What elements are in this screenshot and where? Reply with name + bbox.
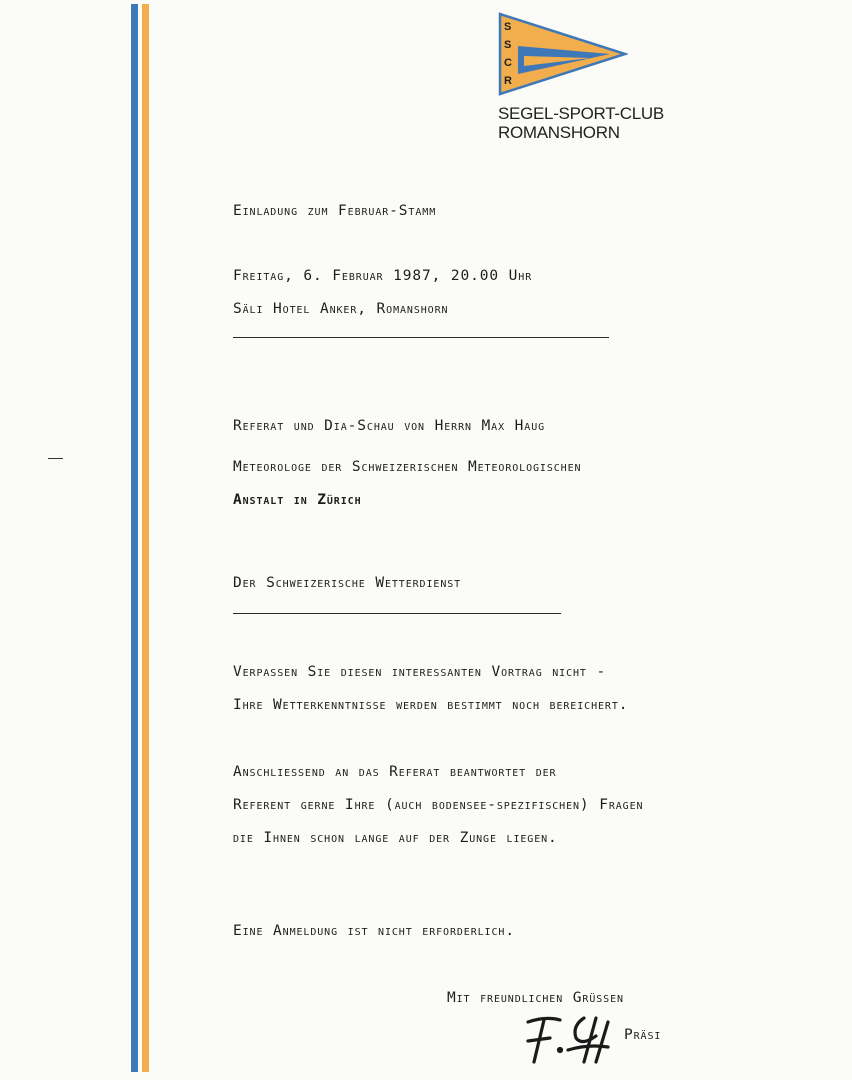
club-pennant-logo: [498, 12, 628, 96]
logo-letter: R: [504, 75, 512, 87]
lecture-topic: Der Schweizerische Wetterdienst: [233, 575, 462, 591]
fold-mark: [48, 458, 63, 459]
lecture-line1: Referat und Dia-Schau von Herrn Max Haug: [233, 418, 546, 434]
club-name-line2: ROMANSHORN: [498, 123, 620, 142]
blue-border-stripe: [131, 4, 138, 1072]
body-text: Ihre Wetterkenntnisse werden bestimmt noch bereichert.: [233, 697, 629, 713]
lecture-line2: Meteorologe der Schweizerischen Meteorologischen: [233, 459, 582, 475]
handwritten-signature: [516, 1014, 616, 1066]
divider-rule: [233, 613, 561, 614]
logo-letter: S: [504, 21, 512, 33]
divider-rule: [233, 337, 609, 338]
body-text: Anschliessend an das Referat beantwortet der: [233, 764, 557, 780]
event-datetime: Freitag, 6. Februar 1987, 20.00 Uhr: [233, 268, 533, 284]
invitation-title: Einladung zum Februar-Stamm: [233, 203, 437, 219]
lecture-line3: Anstalt in Zürich: [233, 492, 362, 508]
body-text: Referent gerne Ihre (auch bodensee-spezifischen) Fragen: [233, 797, 644, 813]
body-text: die Ihnen schon lange auf der Zunge liegen.: [233, 830, 558, 846]
event-location: Säli Hotel Anker, Romanshorn: [233, 301, 449, 317]
logo-letter: C: [504, 57, 512, 69]
registration-note: Eine Anmeldung ist nicht erforderlich.: [233, 923, 515, 939]
signer-title: Präsi: [624, 1027, 662, 1043]
closing-greeting: Mit freundlichen Grüssen: [447, 990, 624, 1006]
body-text: Verpassen Sie diesen interessanten Vortrag nicht -: [233, 664, 607, 680]
orange-border-stripe: [142, 4, 149, 1072]
logo-letter: S: [504, 39, 512, 51]
club-name-line1: SEGEL-SPORT-CLUB: [498, 104, 664, 123]
